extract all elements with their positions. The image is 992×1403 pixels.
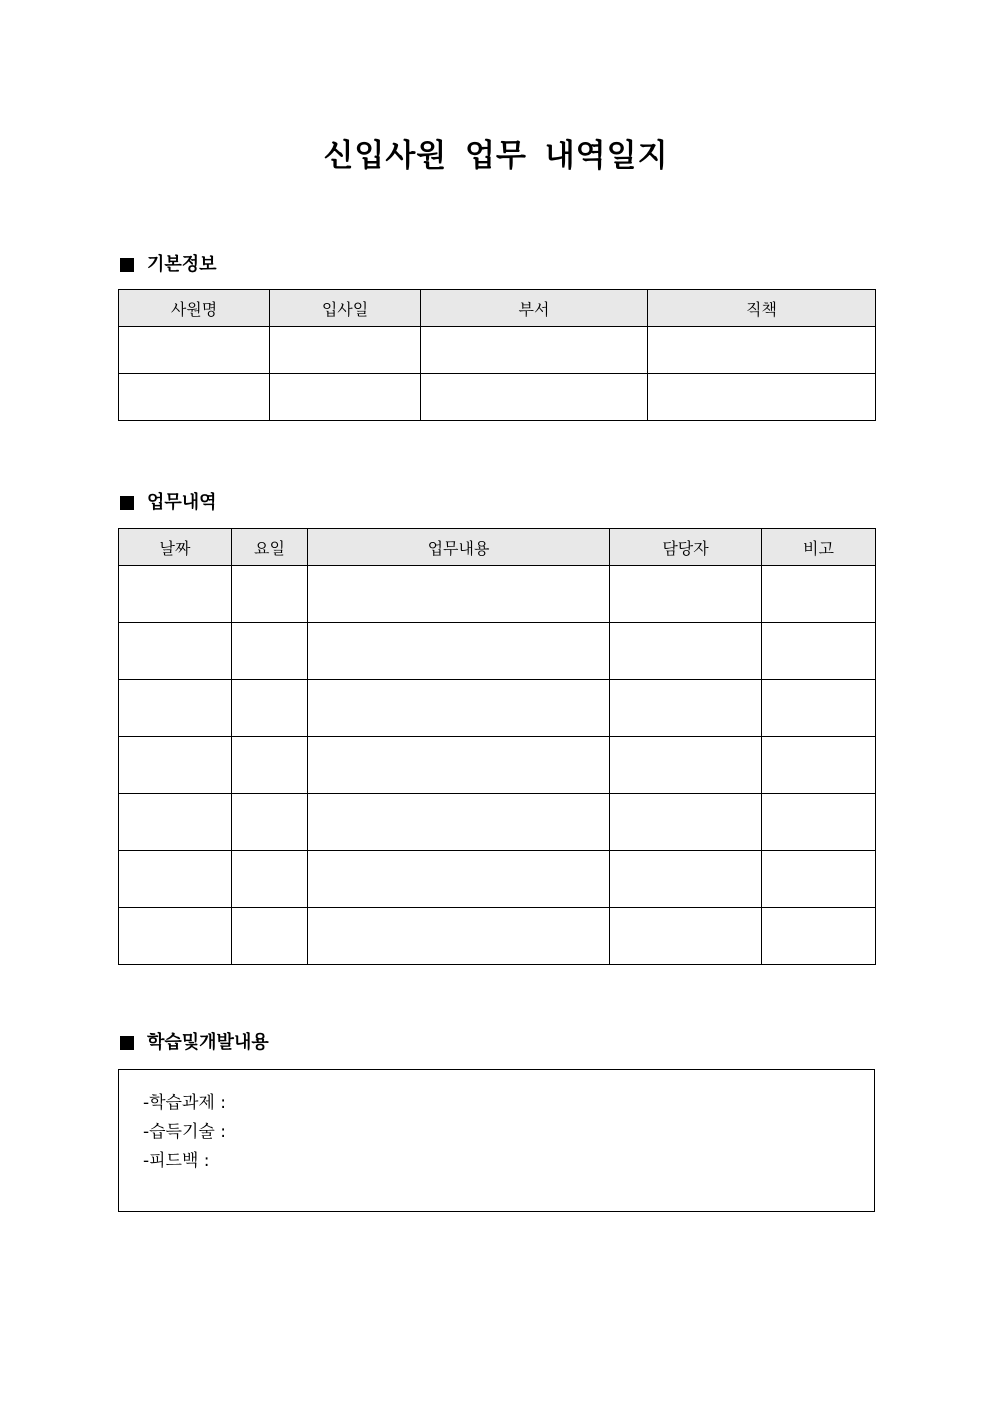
table-cell[interactable] xyxy=(119,327,270,374)
table-row xyxy=(119,851,876,908)
section-title: 기본정보 xyxy=(147,254,217,275)
learning-line-assignment: -학습과제 : xyxy=(143,1093,226,1113)
table-cell[interactable] xyxy=(119,680,232,737)
table-cell[interactable] xyxy=(119,737,232,794)
table-header-row xyxy=(119,529,876,566)
table-cell[interactable] xyxy=(270,374,421,421)
table-cell[interactable] xyxy=(119,851,232,908)
table-cell[interactable] xyxy=(232,908,308,965)
table-cell[interactable] xyxy=(762,566,876,623)
section-heading-basic-info xyxy=(118,253,217,277)
table-cell[interactable] xyxy=(308,851,610,908)
table-cell[interactable] xyxy=(308,623,610,680)
table-cell[interactable] xyxy=(610,908,762,965)
section-title: 업무내역 xyxy=(147,492,217,513)
table-cell[interactable] xyxy=(119,908,232,965)
square-bullet-icon xyxy=(120,496,134,510)
column-header-employee-name: 사원명 xyxy=(119,290,270,327)
table-cell[interactable] xyxy=(232,851,308,908)
column-header-join-date: 입사일 xyxy=(270,290,421,327)
table-row xyxy=(119,327,876,374)
table-cell[interactable] xyxy=(762,908,876,965)
table-cell[interactable] xyxy=(119,566,232,623)
square-bullet-icon xyxy=(120,1036,134,1050)
table-row xyxy=(119,908,876,965)
table-cell[interactable] xyxy=(610,623,762,680)
table-cell[interactable] xyxy=(762,623,876,680)
square-bullet-icon xyxy=(120,258,134,272)
table-cell[interactable] xyxy=(308,908,610,965)
table-row xyxy=(119,794,876,851)
table-cell[interactable] xyxy=(308,680,610,737)
table-cell[interactable] xyxy=(421,327,648,374)
table-cell[interactable] xyxy=(648,374,876,421)
table-cell[interactable] xyxy=(610,566,762,623)
table-cell[interactable] xyxy=(610,794,762,851)
table-row xyxy=(119,680,876,737)
table-row xyxy=(119,623,876,680)
column-header-department: 부서 xyxy=(421,290,648,327)
column-header-task-content: 업무내용 xyxy=(308,529,610,566)
section-heading-work-log xyxy=(118,491,217,515)
table-cell[interactable] xyxy=(232,680,308,737)
table-cell[interactable] xyxy=(610,737,762,794)
learning-box[interactable] xyxy=(118,1069,875,1212)
basic-info-table xyxy=(118,289,876,421)
table-cell[interactable] xyxy=(610,851,762,908)
section-title: 학습및개발내용 xyxy=(147,1032,269,1053)
learning-line-skills: -습득기술 : xyxy=(143,1122,226,1142)
table-cell[interactable] xyxy=(119,623,232,680)
table-cell[interactable] xyxy=(232,566,308,623)
table-cell[interactable] xyxy=(308,566,610,623)
table-row xyxy=(119,737,876,794)
column-header-person-in-charge: 담당자 xyxy=(610,529,762,566)
section-heading-learning xyxy=(118,1031,269,1055)
table-row xyxy=(119,566,876,623)
table-row xyxy=(119,374,876,421)
column-header-remarks: 비고 xyxy=(762,529,876,566)
table-cell[interactable] xyxy=(762,680,876,737)
table-cell[interactable] xyxy=(648,327,876,374)
column-header-date: 날짜 xyxy=(119,529,232,566)
column-header-position: 직책 xyxy=(648,290,876,327)
column-header-weekday: 요일 xyxy=(232,529,308,566)
table-cell[interactable] xyxy=(762,851,876,908)
table-cell[interactable] xyxy=(232,794,308,851)
learning-line-feedback: -피드백 : xyxy=(143,1151,210,1171)
table-cell[interactable] xyxy=(762,794,876,851)
table-header-row xyxy=(119,290,876,327)
learning-list xyxy=(119,1070,874,1176)
table-cell[interactable] xyxy=(119,794,232,851)
table-cell[interactable] xyxy=(232,737,308,794)
table-cell[interactable] xyxy=(610,680,762,737)
table-cell[interactable] xyxy=(270,327,421,374)
table-cell[interactable] xyxy=(119,374,270,421)
table-cell[interactable] xyxy=(308,737,610,794)
table-cell[interactable] xyxy=(308,794,610,851)
table-cell[interactable] xyxy=(762,737,876,794)
table-cell[interactable] xyxy=(232,623,308,680)
table-cell[interactable] xyxy=(421,374,648,421)
work-log-table xyxy=(118,528,876,965)
page-title: 신입사원 업무 내역일지 xyxy=(323,138,669,174)
